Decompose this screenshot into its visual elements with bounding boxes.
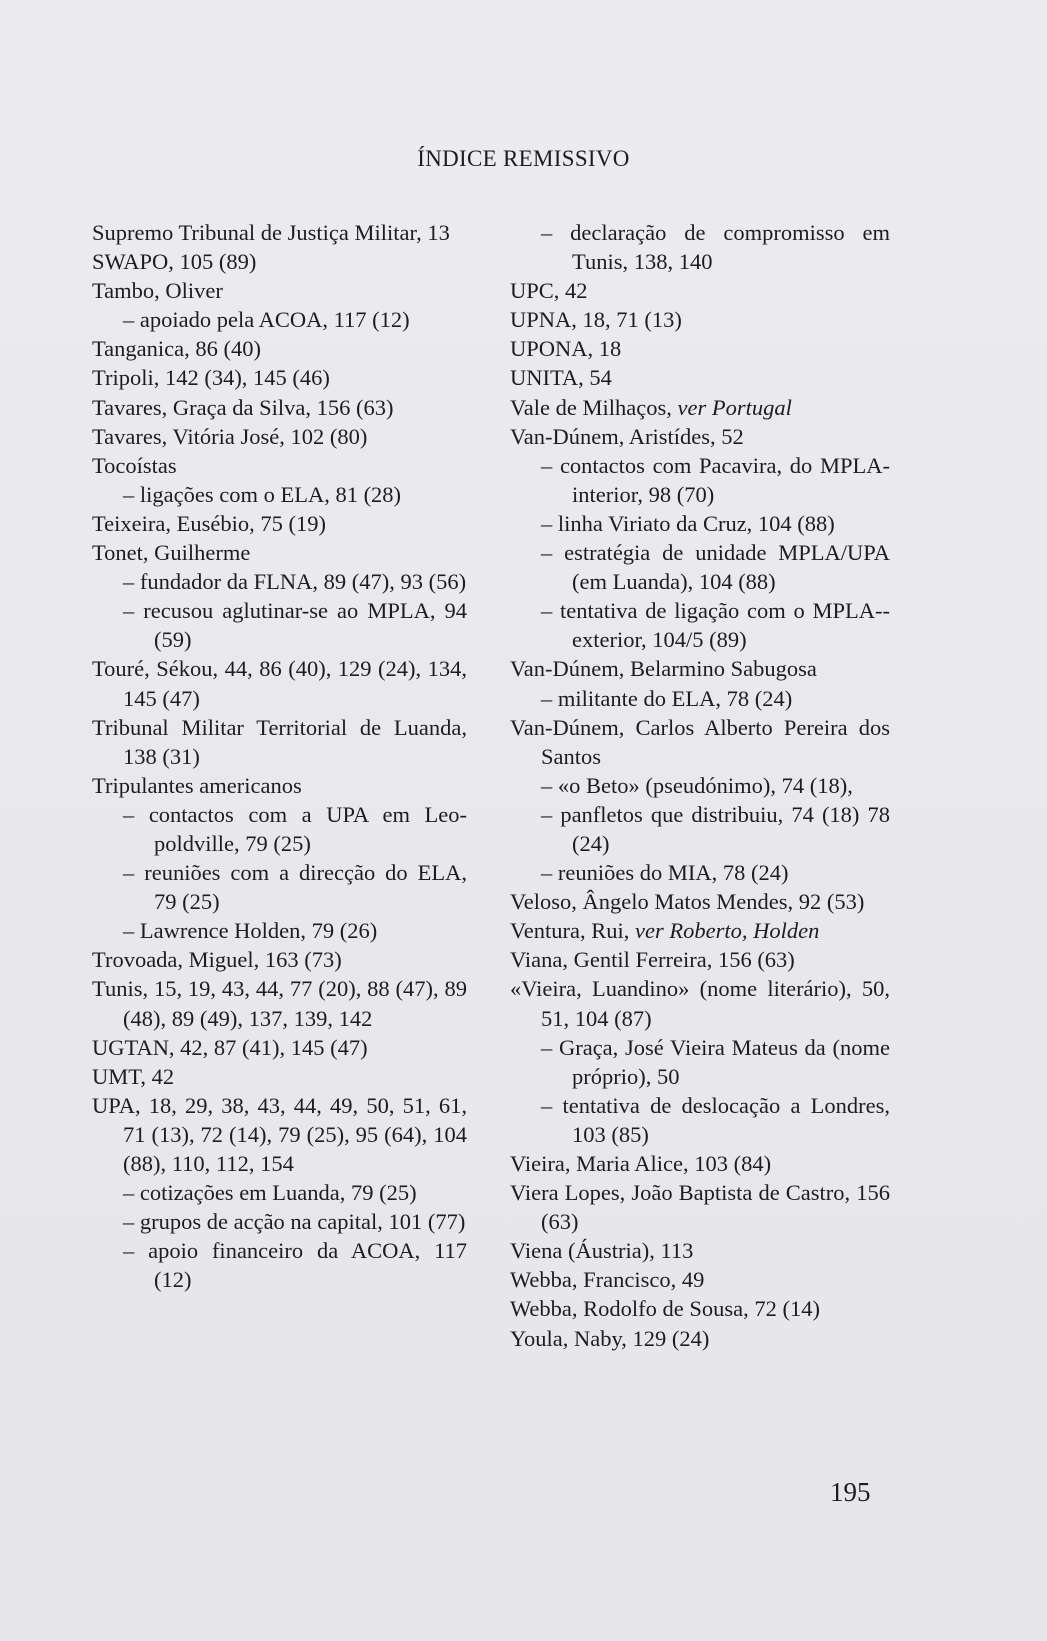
index-entry-text: Tunis, 15, 19, 43, 44, 77 (20), 88 (47), 89 (48), 89 (49), 137, 139, 142: [92, 976, 467, 1031]
index-entry-text: – tentativa de ligação com o MPLA--exterior, 104/5 (89): [541, 598, 890, 653]
index-entry-text: – contactos com Pacavira, do MPLA-interior, 98 (70): [541, 452, 890, 507]
index-entry-text: Van-Dúnem, Carlos Alberto Pereira dos Santos: [510, 714, 890, 769]
index-subentry: [92, 567, 467, 596]
index-entry-text: UMT, 42: [92, 1063, 175, 1089]
index-entry-text: UNITA, 54: [510, 365, 612, 391]
index-entry: [510, 393, 890, 422]
index-subentry: [92, 916, 467, 945]
index-entry-text: – «o Beto» (pseudónimo), 74 (18),: [541, 772, 853, 798]
index-entry-text: SWAPO, 105 (89): [92, 249, 257, 275]
index-entry-text: – Graça, José Vieira Mateus da (nome próprio), 50: [541, 1034, 890, 1089]
index-entry-text: – linha Viriato da Cruz, 104 (88): [541, 510, 835, 536]
index-entry-text: Viena (Áustria), 113: [510, 1238, 694, 1264]
index-entry: [510, 363, 890, 392]
index-entry-text: – tentativa de deslocação a Londres, 103 (85): [541, 1092, 890, 1147]
index-entry-text: Tripoli, 142 (34), 145 (46): [92, 365, 330, 391]
index-subentry: [510, 218, 890, 276]
index-entry-text: Trovoada, Miguel, 163 (73): [92, 947, 342, 973]
index-subentry: [92, 800, 467, 858]
index-entry-text: UPONA, 18: [510, 336, 622, 362]
index-cross-reference: ver Portugal: [677, 394, 792, 420]
index-entry-text: Tripulantes americanos: [92, 772, 302, 798]
index-entry-text: Touré, Sékou, 44, 86 (40), 129 (24), 134, 145 (47): [92, 656, 467, 711]
index-entry-text: Tambo, Oliver: [92, 278, 223, 304]
index-entry: [92, 713, 467, 771]
index-entry-text: Webba, Francisco, 49: [510, 1267, 705, 1293]
index-subentry: [510, 684, 890, 713]
index-entry-text: Van-Dúnem, Aristídes, 52: [510, 423, 744, 449]
index-entry-text: Vieira, Maria Alice, 103 (84): [510, 1151, 772, 1176]
index-entry: [510, 334, 890, 363]
index-entry-text: Veloso, Ângelo Matos Mendes, 92 (53): [510, 889, 865, 915]
index-entry: [510, 422, 890, 451]
index-entry-text: Vale de Milhaços,: [510, 394, 678, 420]
index-entry-text: UPNA, 18, 71 (13): [510, 307, 682, 333]
index-entry-text: – recusou aglutinar-se ao MPLA, 94 (59): [123, 598, 467, 653]
index-entry: [510, 974, 890, 1032]
index-entry-text: – reuniões com a direcção do ELA, 79 (25): [123, 860, 467, 915]
index-subentry: [92, 1207, 467, 1236]
index-entry-text: Ventura, Rui,: [510, 918, 635, 944]
index-entry: [510, 1294, 890, 1323]
index-entry: [510, 1149, 890, 1178]
index-entry-text: – apoiado pela ACOA, 117 (12): [123, 307, 410, 333]
index-entry: [92, 1091, 467, 1178]
index-entry-text: – panfletos que distribuiu, 74 (18) 78 (24): [541, 801, 890, 856]
index-entry: [510, 1265, 890, 1294]
index-entry-text: Viana, Gentil Ferreira, 156 (63): [510, 947, 795, 973]
index-entry: [510, 1236, 890, 1265]
index-subentry: [510, 771, 890, 800]
index-entry: [510, 305, 890, 334]
index-entry: [510, 1178, 890, 1236]
index-entry: [92, 393, 467, 422]
index-entry: [92, 1062, 467, 1091]
index-entry-text: – declaração de compromisso em Tunis, 138, 140: [541, 220, 890, 275]
index-subentry: [92, 1236, 467, 1294]
index-entry-text: Tanganica, 86 (40): [92, 336, 261, 362]
index-entry: [510, 654, 890, 683]
index-entry-text: «Vieira, Luandino» (nome literário), 50, 51, 104 (87): [510, 976, 890, 1031]
index-entry-text: UPC, 42: [510, 278, 588, 304]
index-entry: [92, 654, 467, 712]
index-entry: [92, 247, 467, 276]
index-entry-text: Tavares, Vitória José, 102 (80): [92, 423, 368, 449]
index-entry-text: – ligações com o ELA, 81 (28): [123, 481, 402, 507]
index-entry-text: – reuniões do MIA, 78 (24): [541, 860, 789, 886]
index-subentry: [92, 1178, 467, 1207]
index-subentry: [92, 480, 467, 509]
index-subentry: [510, 858, 890, 887]
index-entry-text: Van-Dúnem, Belarmino Sabugosa: [510, 656, 817, 682]
index-entry-text: Tavares, Graça da Silva, 156 (63): [92, 394, 394, 420]
index-entry: [510, 276, 890, 305]
index-column-right: [510, 218, 890, 1353]
index-entry: [92, 276, 467, 305]
index-entry-text: – Lawrence Holden, 79 (26): [123, 918, 378, 944]
index-entry-text: – fundador da FLNA, 89 (47), 93 (56): [123, 569, 467, 595]
index-cross-reference: ver Roberto, Holden: [634, 918, 820, 944]
index-entry-text: UPA, 18, 29, 38, 43, 44, 49, 50, 51, 61, 71 (13), 72 (14), 79 (25), 95 (64), 104 (88), 110, 112, 154: [92, 1092, 467, 1176]
index-entry-text: – estratégia de unidade MPLA/UPA (em Luanda), 104 (88): [541, 540, 890, 595]
index-entry: [510, 945, 890, 974]
index-subentry: [92, 858, 467, 916]
index-entry: [92, 945, 467, 974]
index-entry: [92, 334, 467, 363]
index-entry-text: – cotizações em Luanda, 79 (25): [123, 1180, 417, 1206]
index-entry-text: – contactos com a UPA em Leo-poldville, 79 (25): [123, 801, 467, 856]
index-entry-text: Supremo Tribunal de Justiça Militar, 13: [92, 220, 450, 245]
index-entry: [92, 1033, 467, 1062]
index-entry: [92, 771, 467, 800]
index-subentry: [510, 1091, 890, 1149]
page-number: 195: [830, 1477, 871, 1507]
index-subentry: [92, 596, 467, 654]
index-entry-text: Tocoístas: [92, 452, 177, 478]
index-subentry: [510, 596, 890, 654]
index-entry: [510, 713, 890, 771]
index-subentry: [510, 1033, 890, 1091]
index-subentry: [510, 800, 890, 858]
index-entry-text: Tribunal Militar Territorial de Luanda, 138 (31): [92, 714, 467, 769]
index-entry-text: Teixeira, Eusébio, 75 (19): [92, 510, 326, 536]
index-entry-text: UGTAN, 42, 87 (41), 145 (47): [92, 1034, 368, 1060]
index-entry: [92, 363, 467, 392]
index-entry: [92, 451, 467, 480]
index-entry: [92, 509, 467, 538]
index-entry: [510, 887, 890, 916]
index-subentry: [510, 509, 890, 538]
index-entry: [510, 1324, 890, 1353]
index-entry-text: Webba, Rodolfo de Sousa, 72 (14): [510, 1296, 821, 1322]
index-entry: [92, 974, 467, 1032]
index-subentry: [510, 451, 890, 509]
index-entry: [92, 218, 467, 247]
index-column-left: [92, 218, 467, 1294]
index-entry-text: – grupos de acção na capital, 101 (77): [123, 1209, 466, 1235]
index-subentry: [510, 538, 890, 596]
index-entry: [92, 538, 467, 567]
index-subentry: [92, 305, 467, 334]
index-entry-text: Youla, Naby, 129 (24): [510, 1325, 710, 1351]
index-entry-text: Viera Lopes, João Baptista de Castro, 156 (63): [510, 1180, 890, 1235]
index-entry: [510, 916, 890, 945]
index-entry-text: – apoio financeiro da ACOA, 117 (12): [123, 1238, 467, 1293]
index-entry: [92, 422, 467, 451]
index-entry-text: Tonet, Guilherme: [92, 540, 251, 566]
page-title: ÍNDICE REMISSIVO: [417, 146, 630, 171]
index-entry-text: – militante do ELA, 78 (24): [541, 685, 793, 711]
